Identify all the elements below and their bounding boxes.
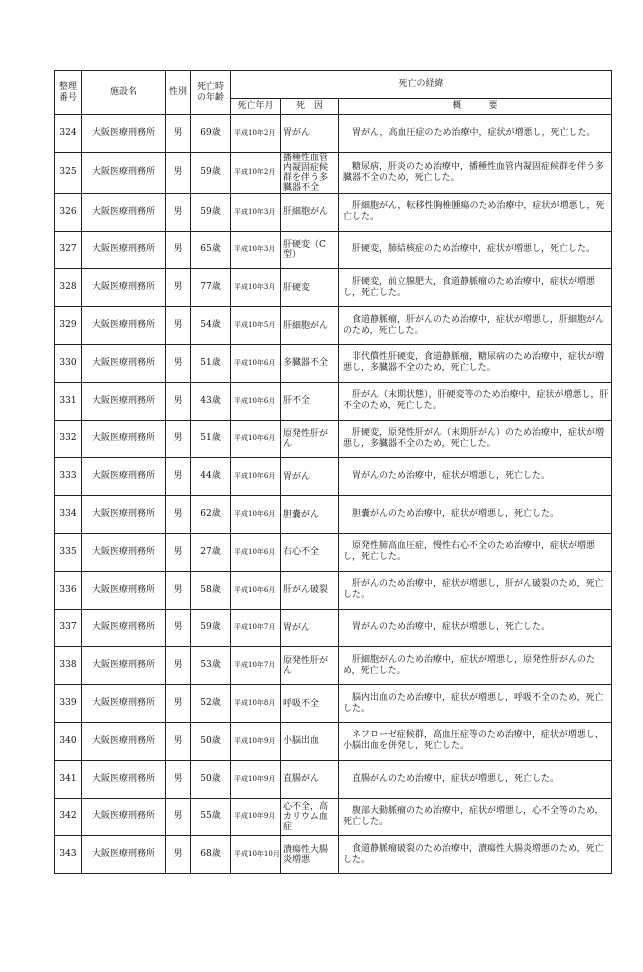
age-at-death: 58歳 bbox=[191, 571, 231, 609]
death-date: 平成10年3月 bbox=[231, 193, 281, 231]
age-at-death: 50歳 bbox=[191, 760, 231, 798]
table-row bbox=[55, 496, 612, 534]
age-at-death: 77歳 bbox=[191, 269, 231, 307]
summary: 胆嚢がんのため治療中，症状が増悪し，死亡した。 bbox=[339, 496, 612, 534]
sex: 男 bbox=[166, 533, 191, 571]
header-age: 死亡時 の年齢 bbox=[191, 71, 231, 115]
header-date: 死亡年月 bbox=[231, 99, 281, 115]
age-at-death: 27歳 bbox=[191, 533, 231, 571]
cause-of-death: 原発性肝がん bbox=[281, 420, 339, 458]
facility-name: 大阪医療刑務所 bbox=[82, 836, 166, 874]
summary: 肝細胞がんのため治療中，症状が増悪し，原発性肝がんのため，死亡した。 bbox=[339, 647, 612, 685]
death-date: 平成10年6月 bbox=[231, 382, 281, 420]
header-circumstances: 死亡の経緯 bbox=[231, 71, 612, 99]
cause-of-death: 肝硬変 bbox=[281, 269, 339, 307]
facility-name: 大阪医療刑務所 bbox=[82, 458, 166, 496]
sex: 男 bbox=[166, 382, 191, 420]
facility-name: 大阪医療刑務所 bbox=[82, 609, 166, 647]
summary: 胃がんのため治療中，症状が増悪し，死亡した。 bbox=[339, 609, 612, 647]
cause-of-death: 小脳出血 bbox=[281, 722, 339, 760]
summary: 肝細胞がん，転移性胸椎腫瘍のため治療中，症状が増悪し，死亡した。 bbox=[339, 193, 612, 231]
age-at-death: 51歳 bbox=[191, 420, 231, 458]
age-at-death: 55歳 bbox=[191, 798, 231, 836]
table-row bbox=[55, 685, 612, 723]
table-row bbox=[55, 836, 612, 874]
header-facility: 施設名 bbox=[82, 71, 166, 115]
facility-name: 大阪医療刑務所 bbox=[82, 571, 166, 609]
death-record-table bbox=[54, 70, 612, 874]
row-number: 329 bbox=[55, 307, 82, 345]
summary: 食道静脈瘤破裂のため治療中，潰瘍性大腸炎増悪のため，死亡した。 bbox=[339, 836, 612, 874]
row-number: 330 bbox=[55, 344, 82, 382]
death-record-sheet bbox=[54, 70, 611, 874]
death-date: 平成10年7月 bbox=[231, 609, 281, 647]
summary: 肝がんのため治療中，症状が増悪し，肝がん破裂のため，死亡した。 bbox=[339, 571, 612, 609]
cause-of-death: 胆嚢がん bbox=[281, 496, 339, 534]
facility-name: 大阪医療刑務所 bbox=[82, 382, 166, 420]
header-no: 整理 番号 bbox=[55, 71, 82, 115]
death-date: 平成10年3月 bbox=[231, 269, 281, 307]
table-row bbox=[55, 647, 612, 685]
cause-of-death: 肝不全 bbox=[281, 382, 339, 420]
row-number: 343 bbox=[55, 836, 82, 874]
age-at-death: 68歳 bbox=[191, 836, 231, 874]
sex: 男 bbox=[166, 609, 191, 647]
row-number: 324 bbox=[55, 115, 82, 153]
cause-of-death: 肝がん破裂 bbox=[281, 571, 339, 609]
row-number: 332 bbox=[55, 420, 82, 458]
age-at-death: 50歳 bbox=[191, 722, 231, 760]
row-number: 342 bbox=[55, 798, 82, 836]
row-number: 334 bbox=[55, 496, 82, 534]
facility-name: 大阪医療刑務所 bbox=[82, 647, 166, 685]
table-row bbox=[55, 760, 612, 798]
table-row bbox=[55, 193, 612, 231]
row-number: 337 bbox=[55, 609, 82, 647]
cause-of-death: 肝細胞がん bbox=[281, 193, 339, 231]
age-at-death: 69歳 bbox=[191, 115, 231, 153]
row-number: 328 bbox=[55, 269, 82, 307]
age-at-death: 59歳 bbox=[191, 152, 231, 193]
death-date: 平成10年2月 bbox=[231, 115, 281, 153]
sex: 男 bbox=[166, 344, 191, 382]
facility-name: 大阪医療刑務所 bbox=[82, 344, 166, 382]
table-row bbox=[55, 269, 612, 307]
header-cause: 死 因 bbox=[281, 99, 339, 115]
table-row bbox=[55, 571, 612, 609]
death-date: 平成10年7月 bbox=[231, 647, 281, 685]
age-at-death: 65歳 bbox=[191, 231, 231, 269]
table-row bbox=[55, 231, 612, 269]
header-sex: 性別 bbox=[166, 71, 191, 115]
cause-of-death: 心不全，高カリウム血症 bbox=[281, 798, 339, 836]
sex: 男 bbox=[166, 685, 191, 723]
age-at-death: 53歳 bbox=[191, 647, 231, 685]
death-date: 平成10年6月 bbox=[231, 496, 281, 534]
sex: 男 bbox=[166, 836, 191, 874]
row-number: 339 bbox=[55, 685, 82, 723]
age-at-death: 54歳 bbox=[191, 307, 231, 345]
death-date: 平成10年6月 bbox=[231, 420, 281, 458]
age-at-death: 52歳 bbox=[191, 685, 231, 723]
row-number: 338 bbox=[55, 647, 82, 685]
sex: 男 bbox=[166, 571, 191, 609]
facility-name: 大阪医療刑務所 bbox=[82, 193, 166, 231]
cause-of-death: 潰瘍性大腸炎増悪 bbox=[281, 836, 339, 874]
facility-name: 大阪医療刑務所 bbox=[82, 307, 166, 345]
row-number: 335 bbox=[55, 533, 82, 571]
summary: ネフローゼ症候群，高血圧症等のため治療中，症状が増悪し，小脳出血を併発し，死亡した。 bbox=[339, 722, 612, 760]
sex: 男 bbox=[166, 307, 191, 345]
row-number: 327 bbox=[55, 231, 82, 269]
age-at-death: 51歳 bbox=[191, 344, 231, 382]
facility-name: 大阪医療刑務所 bbox=[82, 760, 166, 798]
row-number: 340 bbox=[55, 722, 82, 760]
cause-of-death: 多臓器不全 bbox=[281, 344, 339, 382]
sex: 男 bbox=[166, 496, 191, 534]
summary: 糖尿病，肝炎のため治療中，播種性血管内凝固症候群を伴う多臓器不全のため，死亡した。 bbox=[339, 152, 612, 193]
row-number: 326 bbox=[55, 193, 82, 231]
row-number: 336 bbox=[55, 571, 82, 609]
death-date: 平成10年2月 bbox=[231, 152, 281, 193]
summary: 非代償性肝硬変，食道静脈瘤，糖尿病のため治療中，症状が増悪し，多臓器不全のため，死亡した。 bbox=[339, 344, 612, 382]
death-date: 平成10年6月 bbox=[231, 571, 281, 609]
death-date: 平成10年10月 bbox=[231, 836, 281, 874]
summary: 肝硬変，前立腺肥大，食道静脈瘤のため治療中，症状が増悪し，死亡した。 bbox=[339, 269, 612, 307]
summary: 胃がんのため治療中，症状が増悪し，死亡した。 bbox=[339, 458, 612, 496]
facility-name: 大阪医療刑務所 bbox=[82, 496, 166, 534]
cause-of-death: 肝硬変（C型） bbox=[281, 231, 339, 269]
cause-of-death: 直腸がん bbox=[281, 760, 339, 798]
summary: 肝がん（末期状態），肝硬変等のため治療中，症状が増悪し，肝不全のため，死亡した。 bbox=[339, 382, 612, 420]
death-date: 平成10年6月 bbox=[231, 533, 281, 571]
death-date: 平成10年6月 bbox=[231, 458, 281, 496]
table-row bbox=[55, 115, 612, 153]
sex: 男 bbox=[166, 115, 191, 153]
summary: 脳内出血のため治療中，症状が増悪し，呼吸不全のため，死亡した。 bbox=[339, 685, 612, 723]
sex: 男 bbox=[166, 269, 191, 307]
death-date: 平成10年9月 bbox=[231, 722, 281, 760]
facility-name: 大阪医療刑務所 bbox=[82, 420, 166, 458]
header-summary: 概 要 bbox=[339, 99, 612, 115]
death-date: 平成10年9月 bbox=[231, 798, 281, 836]
sex: 男 bbox=[166, 193, 191, 231]
table-row bbox=[55, 344, 612, 382]
table-row bbox=[55, 722, 612, 760]
table-row bbox=[55, 533, 612, 571]
table-row bbox=[55, 152, 612, 193]
table-row bbox=[55, 609, 612, 647]
sex: 男 bbox=[166, 722, 191, 760]
facility-name: 大阪医療刑務所 bbox=[82, 152, 166, 193]
facility-name: 大阪医療刑務所 bbox=[82, 798, 166, 836]
table-row bbox=[55, 798, 612, 836]
age-at-death: 59歳 bbox=[191, 609, 231, 647]
sex: 男 bbox=[166, 231, 191, 269]
sex: 男 bbox=[166, 647, 191, 685]
death-date: 平成10年6月 bbox=[231, 344, 281, 382]
sex: 男 bbox=[166, 458, 191, 496]
summary: 肝硬変，肺結核症のため治療中，症状が増悪し，死亡した。 bbox=[339, 231, 612, 269]
cause-of-death: 原発性肝がん bbox=[281, 647, 339, 685]
summary: 腹部大動脈瘤のため治療中，症状が増悪し，心不全等のため，死亡した。 bbox=[339, 798, 612, 836]
age-at-death: 62歳 bbox=[191, 496, 231, 534]
facility-name: 大阪医療刑務所 bbox=[82, 269, 166, 307]
summary: 食道静脈瘤，肝がんのため治療中，症状が増悪し，肝細胞がんのため，死亡した。 bbox=[339, 307, 612, 345]
record-rows bbox=[55, 115, 612, 874]
death-date: 平成10年3月 bbox=[231, 231, 281, 269]
cause-of-death: 胃がん bbox=[281, 458, 339, 496]
facility-name: 大阪医療刑務所 bbox=[82, 722, 166, 760]
row-number: 325 bbox=[55, 152, 82, 193]
table-row bbox=[55, 420, 612, 458]
row-number: 333 bbox=[55, 458, 82, 496]
age-at-death: 44歳 bbox=[191, 458, 231, 496]
death-date: 平成10年8月 bbox=[231, 685, 281, 723]
age-at-death: 59歳 bbox=[191, 193, 231, 231]
sex: 男 bbox=[166, 152, 191, 193]
table-row bbox=[55, 307, 612, 345]
cause-of-death: 播種性血管内凝固症候群を伴う多臓器不全 bbox=[281, 152, 339, 193]
row-number: 341 bbox=[55, 760, 82, 798]
cause-of-death: 右心不全 bbox=[281, 533, 339, 571]
summary: 胃がん，高血圧症のため治療中，症状が増悪し，死亡した。 bbox=[339, 115, 612, 153]
summary: 肝硬変，原発性肝がん（末期肝がん）のため治療中，症状が増悪し，多臓器不全のため，死亡した。 bbox=[339, 420, 612, 458]
row-number: 331 bbox=[55, 382, 82, 420]
summary: 直腸がんのため治療中，症状が増悪し，死亡した。 bbox=[339, 760, 612, 798]
cause-of-death: 呼吸不全 bbox=[281, 685, 339, 723]
death-date: 平成10年5月 bbox=[231, 307, 281, 345]
sex: 男 bbox=[166, 760, 191, 798]
facility-name: 大阪医療刑務所 bbox=[82, 231, 166, 269]
facility-name: 大阪医療刑務所 bbox=[82, 685, 166, 723]
death-date: 平成10年9月 bbox=[231, 760, 281, 798]
facility-name: 大阪医療刑務所 bbox=[82, 533, 166, 571]
facility-name: 大阪医療刑務所 bbox=[82, 115, 166, 153]
cause-of-death: 胃がん bbox=[281, 609, 339, 647]
age-at-death: 43歳 bbox=[191, 382, 231, 420]
table-row bbox=[55, 458, 612, 496]
summary: 原発性肺高血圧症，慢性右心不全のため治療中，症状が増悪し，死亡した。 bbox=[339, 533, 612, 571]
cause-of-death: 胃がん bbox=[281, 115, 339, 153]
table-row bbox=[55, 382, 612, 420]
sex: 男 bbox=[166, 420, 191, 458]
sex: 男 bbox=[166, 798, 191, 836]
cause-of-death: 肝細胞がん bbox=[281, 307, 339, 345]
